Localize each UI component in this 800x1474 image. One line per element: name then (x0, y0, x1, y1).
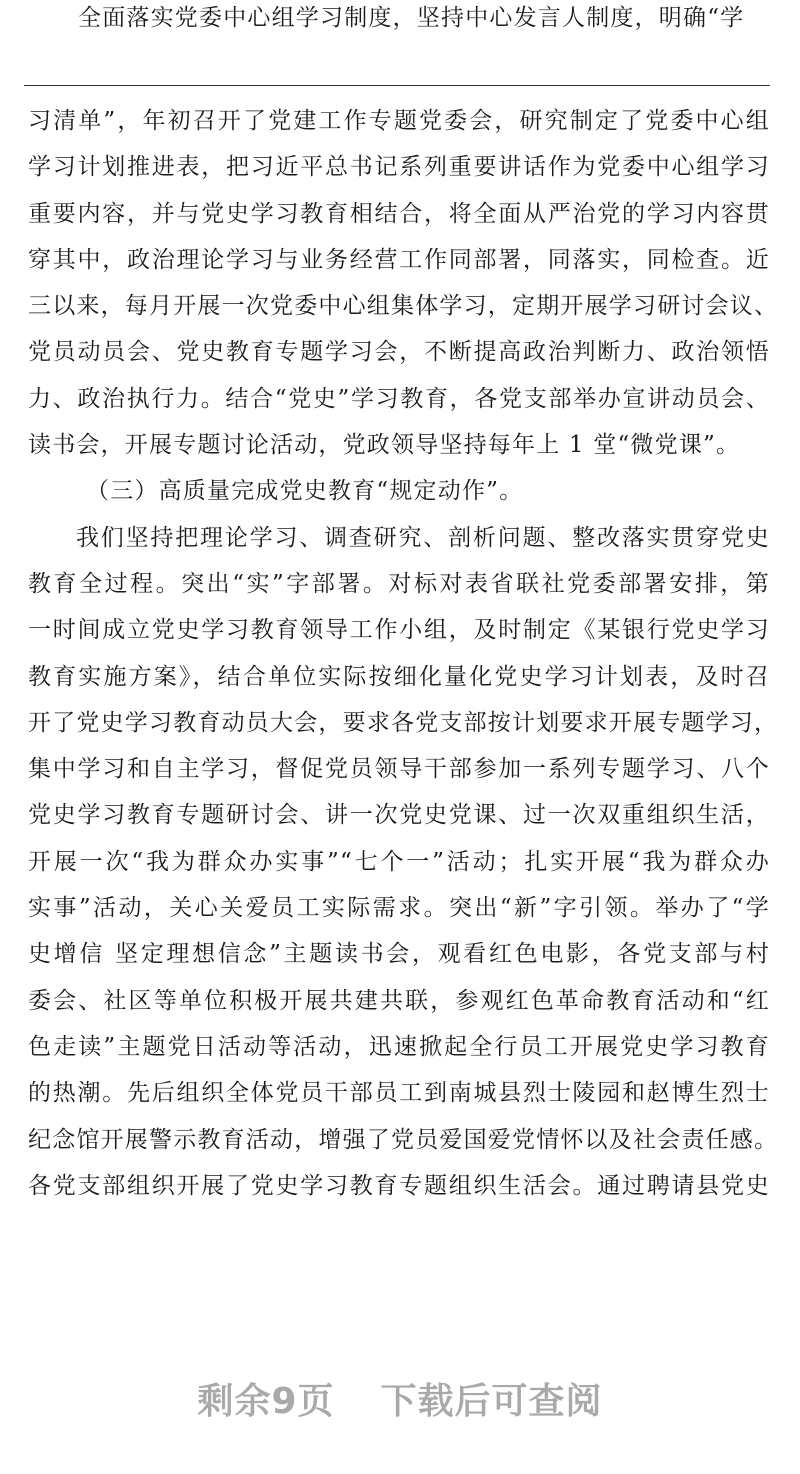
paragraph-line: 习清单”，年初召开了党建工作专题党委会，研究制定了党委中心组 (28, 108, 770, 134)
paragraph-line: 委会、社区等单位积极开展共建共联，参观红色革命教育活动和“红 (28, 987, 770, 1014)
paragraph-line: 党员动员会、党史教育专题学习会，不断提高政治判断力、政治领悟 (28, 339, 770, 366)
cut-off-top-line: 全面落实党委中心组学习制度，坚持中心发言人制度，明确“学 (78, 5, 745, 31)
paragraph-line: 实事”活动，关心关爱员工实际需求。突出“新”字引领。举办了“学 (28, 895, 770, 922)
paragraph-line: 开展一次“我为群众办实事”“七个一”活动；扎实开展“我为群众办 (28, 848, 770, 875)
paragraph-line: 各党支部组织开展了党史学习教育专题组织生活会。通过聘请县党史 (28, 1172, 770, 1199)
document-body (28, 98, 779, 1209)
download-banner[interactable] (0, 1368, 800, 1428)
section-heading: （三）高质量完成党史教育“规定动作”。 (86, 478, 524, 505)
paragraph-line: 学习计划推进表，把习近平总书记系列重要讲话作为党委中心组学习 (28, 154, 770, 181)
paragraph-line: 我们坚持把理论学习、调查研究、剖析问题、整改落实贯穿党史 (76, 524, 770, 551)
paragraph-line: 纪念馆开展警示教育活动，增强了党员爱国爱党情怀以及社会责任感。 (28, 1126, 779, 1153)
paragraph-line: 开了党史学习教育动员大会，要求各党支部按计划要求开展专题学习， (28, 709, 779, 736)
paragraph-line: 重要内容，并与党史学习教育相结合，将全面从严治党的学习内容贯 (28, 200, 770, 227)
paragraph-line: 的热潮。先后组织全体党员干部员工到南城县烈士陵园和赵博生烈士 (28, 1080, 770, 1107)
paragraph-line: 力、政治执行力。结合“党史”学习教育，各党支部举办宣讲动员会、 (28, 385, 770, 412)
paragraph-line: 三以来，每月开展一次党委中心组集体学习，定期开展学习研讨会议、 (28, 293, 779, 320)
paragraph-line: 穿其中，政治理论学习与业务经营工作同部署，同落实，同检查。近 (28, 246, 770, 273)
paragraph-line: 读书会，开展专题讨论活动，党政领导坚持每年上 1 堂“微党课”。 (28, 432, 741, 459)
paragraph-line: 史增信 坚定理想信念”主题读书会，观看红色电影，各党支部与村 (28, 941, 770, 968)
paragraph-line: 教育全过程。突出“实”字部署。对标对表省联社党委部署安排，第 (28, 570, 770, 597)
download-hint-text[interactable]: 下载后可查阅 (380, 1380, 603, 1422)
page-divider (24, 85, 770, 86)
paragraph-line: 党史学习教育专题研讨会、讲一次党史党课、过一次双重组织生活， (28, 802, 770, 829)
paragraph-line: 色走读”主题党日活动等活动，迅速掀起全行员工开展党史学习教育 (28, 1033, 770, 1060)
paragraph-line: 集中学习和自主学习，督促党员领导干部参加一系列专题学习、八个 (28, 756, 770, 783)
paragraph-line: 教育实施方案》，结合单位实际按细化量化党史学习计划表，及时召 (28, 663, 770, 690)
remaining-pages-text[interactable]: 剩余9页 (197, 1380, 335, 1422)
paragraph-line: 一时间成立党史学习教育领导工作小组，及时制定《某银行党史学习 (28, 617, 770, 644)
